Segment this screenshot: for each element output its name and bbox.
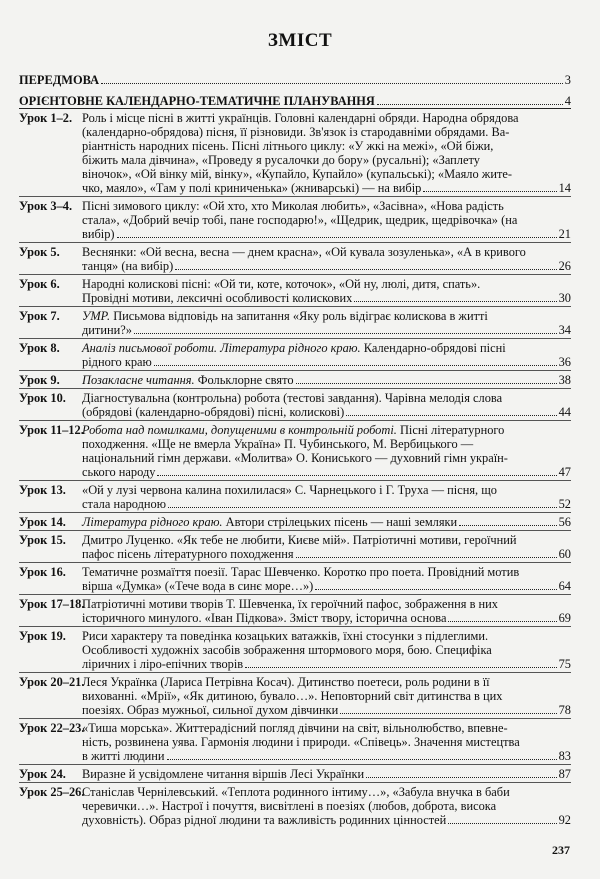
line-text: віночок», «Ой вінку мій, вінку», «Купайло, Купайло» (купальські); «Маяло жите-	[82, 167, 512, 181]
lesson-page: 38	[558, 373, 571, 387]
lesson-line-text	[82, 227, 115, 241]
lesson-label: Урок 9.	[19, 373, 60, 387]
line-text: вірша «Думка» («Тече вода в синє море…»)	[82, 579, 314, 593]
lesson-page: 60	[558, 547, 571, 561]
lesson-page: 83	[558, 749, 571, 763]
lesson-line	[82, 675, 571, 689]
lesson-line	[82, 611, 571, 625]
lesson-line	[82, 799, 571, 813]
line-text: черевички…». Настрої і почуття, висвітлені в поезіях (любов, доброта, висока	[82, 799, 497, 813]
lesson-line-text	[82, 749, 165, 763]
lesson-line-text	[82, 767, 364, 781]
lesson-description	[82, 785, 571, 827]
dot-leader	[366, 777, 556, 778]
line-text: «Ой у лузі червона калина похилилася» С. Чарнецького і Г. Труха — пісня, що	[82, 483, 497, 497]
dot-leader	[459, 525, 556, 526]
lesson-line	[82, 199, 571, 213]
line-text: рідного краю	[82, 355, 152, 369]
lesson-label: Урок 14.	[19, 515, 66, 529]
lesson-line	[82, 309, 571, 323]
toc-lesson-entry	[19, 274, 571, 306]
line-text: стала», «Добрий вечір тобі, пане господарю!», «Щедрик, щедрик, щедрівочка» (на	[82, 213, 518, 227]
page-title: ЗМІСТ	[267, 30, 333, 51]
lesson-description	[82, 533, 571, 561]
italic-prefix: Література рідного краю.	[82, 515, 223, 529]
lesson-line-text	[82, 703, 338, 717]
lesson-line	[82, 181, 571, 195]
lesson-line	[82, 597, 571, 611]
toc-lesson-entry	[19, 196, 571, 242]
lesson-page: 30	[558, 291, 571, 305]
page-number: 237	[552, 843, 570, 857]
toc-section-entry	[19, 87, 571, 108]
line-text: Письмова відповідь на запитання «Яку роль відіграє колискова в житті	[110, 309, 488, 323]
toc-lesson-entry	[19, 626, 571, 672]
toc-lesson-entry	[19, 306, 571, 338]
line-text: пафос пісень літературного походження	[82, 547, 294, 561]
line-text: Тематичне розмаїття поезії. Тарас Шевченко. Коротко про поета. Провідний мотив	[82, 565, 520, 579]
line-text: Особливості художніх засобів зображення штормового моря, бою. Специфіка	[82, 643, 492, 657]
line-text: Пісні літературного	[396, 423, 505, 437]
lesson-description	[82, 629, 571, 671]
italic-prefix: УМР.	[82, 309, 111, 323]
line-text: (обрядові (календарно-обрядові) пісні, колискові)	[82, 405, 345, 419]
line-text: Риси характеру та поведінка козацьких ватажків, їхні стосунки з підлеглими.	[82, 629, 489, 643]
dot-leader	[315, 589, 556, 590]
lesson-description	[82, 199, 571, 241]
section-page: 4	[564, 94, 571, 108]
line-text: «Тиша морська». Життерадісний погляд дівчини на світ, вільнолюбство, впевне-	[82, 721, 508, 735]
lesson-label: Урок 7.	[19, 309, 60, 323]
lesson-label: Урок 6.	[19, 277, 60, 291]
lesson-line	[82, 785, 571, 799]
line-text: ріантність народних пісень. Пісні літнього циклу: «У жкі на межі», «Ой біжи,	[82, 139, 494, 153]
dot-leader	[157, 475, 556, 476]
lesson-description	[82, 597, 571, 625]
lesson-label: Урок 19.	[19, 629, 66, 643]
lesson-page: 64	[558, 579, 571, 593]
lesson-page: 36	[558, 355, 571, 369]
lesson-line-text	[82, 813, 446, 827]
lesson-line	[82, 483, 571, 497]
lesson-line	[82, 689, 571, 703]
line-text: Діагностувальна (контрольна) робота (тестові завдання). Чарівна мелодія слова	[82, 391, 503, 405]
dot-leader	[101, 83, 563, 84]
toc-lesson-entry	[19, 718, 571, 764]
lesson-line	[82, 735, 571, 749]
lesson-description	[82, 341, 571, 369]
line-text: в житті людини	[82, 749, 165, 763]
lesson-line-text	[82, 355, 152, 369]
lesson-line	[82, 465, 571, 479]
lesson-label: Урок 15.	[19, 533, 66, 547]
line-text: Патріотичні мотиви творів Т. Шевченка, їх героїчний пафос, зображення в них	[82, 597, 499, 611]
toc-lesson-entry	[19, 242, 571, 274]
lesson-description	[82, 277, 571, 305]
line-text: біжить мала дівчина», «Проведу я русалочки до бору» (русальні); «Заплету	[82, 153, 480, 167]
lesson-page: 14	[558, 181, 571, 195]
line-text: Виразне й усвідомлене читання віршів Лесі Українки	[82, 767, 365, 781]
lesson-page: 75	[558, 657, 571, 671]
dot-leader	[168, 507, 557, 508]
lesson-line	[82, 373, 571, 387]
toc-lesson-entry	[19, 782, 571, 828]
lesson-label: Урок 5.	[19, 245, 60, 259]
lesson-description	[82, 721, 571, 763]
lesson-line	[82, 451, 571, 465]
dot-leader	[340, 713, 556, 714]
lesson-page: 47	[558, 465, 571, 479]
lesson-label: Урок 20–21.	[19, 675, 85, 689]
lesson-line	[82, 111, 571, 125]
lesson-description	[82, 309, 571, 337]
dot-leader	[167, 759, 557, 760]
lesson-line	[82, 355, 571, 369]
line-text: танця» (на вибір)	[82, 259, 174, 273]
lesson-label: Урок 11–12.	[19, 423, 84, 437]
dot-leader	[117, 237, 557, 238]
lesson-line	[82, 139, 571, 153]
lesson-line	[82, 213, 571, 227]
lesson-line-text	[82, 547, 294, 561]
italic-prefix: Робота над помилками, допущеними в контрольній роботі.	[82, 423, 397, 437]
lesson-page: 78	[558, 703, 571, 717]
lesson-line-text	[82, 323, 132, 337]
lesson-description	[82, 423, 571, 479]
toc-lesson-entry	[19, 764, 571, 782]
dot-leader	[448, 621, 556, 622]
lesson-line	[82, 245, 571, 259]
lesson-line	[82, 643, 571, 657]
lesson-description	[82, 675, 571, 717]
lesson-line	[82, 767, 571, 781]
line-text: Автори стрілецьких пісень — наші земляки	[222, 515, 458, 529]
lesson-line	[82, 657, 571, 671]
line-text: Леся Українка (Лариса Петрівна Косач). Дитинство поетеси, роль родини в її	[82, 675, 490, 689]
lesson-line	[82, 813, 571, 827]
lesson-line	[82, 547, 571, 561]
line-text: поезіях. Образ мужньої, сильної духом дівчинки	[82, 703, 339, 717]
lesson-line	[82, 391, 571, 405]
lesson-line	[82, 515, 571, 529]
lesson-label: Урок 24.	[19, 767, 66, 781]
lesson-line	[82, 629, 571, 643]
toc-lesson-entry	[19, 420, 571, 480]
line-text: духовність). Образ рідної людини та важливість родинних цінностей	[82, 813, 447, 827]
toc-lesson-entry	[19, 388, 571, 420]
lesson-line	[82, 153, 571, 167]
lesson-page: 21	[558, 227, 571, 241]
lesson-description	[82, 565, 571, 593]
lesson-line-text	[82, 373, 294, 387]
line-text: (календарно-обрядова) пісня, її різновиди. Зв'язок із стародавніми обрядами. Ва-	[82, 125, 510, 139]
section-page: 3	[564, 73, 571, 87]
lesson-description	[82, 515, 571, 529]
line-text: ського народу	[82, 465, 156, 479]
dot-leader	[245, 667, 556, 668]
line-text: Фольклорне свято	[194, 373, 294, 387]
line-text: вибір)	[82, 227, 115, 241]
lesson-label: Урок 1–2.	[19, 111, 73, 125]
line-text: Народні колискові пісні: «Ой ти, коте, коточок», «Ой ну, люлі, дитя, спать».	[82, 277, 481, 291]
dot-leader	[175, 269, 556, 270]
italic-prefix: Позакласне читання.	[82, 373, 195, 387]
italic-prefix: Аналіз письмової роботи. Література рідного краю.	[82, 341, 361, 355]
toc-lesson-entry	[19, 338, 571, 370]
lesson-line	[82, 533, 571, 547]
lesson-label: Урок 8.	[19, 341, 60, 355]
line-text: Роль і місце пісні в житті українців. Головні календарні обряди. Народна обрядова	[82, 111, 519, 125]
line-text: дитини?»	[82, 323, 132, 337]
dot-leader	[354, 301, 556, 302]
lesson-line	[82, 437, 571, 451]
dot-leader	[377, 104, 563, 105]
lesson-page: 34	[558, 323, 571, 337]
line-text: стала народною	[82, 497, 167, 511]
toc-lesson-entry	[19, 512, 571, 530]
line-text: Станіслав Чернілевський. «Теплота родинного інтиму…», «Забула внучка в баби	[82, 785, 510, 799]
lesson-page: 26	[558, 259, 571, 273]
dot-leader	[154, 365, 557, 366]
lesson-line	[82, 423, 571, 437]
lesson-description	[82, 767, 571, 781]
toc-lesson-entry	[19, 594, 571, 626]
lesson-description	[82, 373, 571, 387]
lesson-line	[82, 341, 571, 355]
line-text: Провідні мотиви, лексичні особливості колискових	[82, 291, 353, 305]
lesson-description	[82, 111, 571, 195]
line-text: Пісні зимового циклу: «Ой хто, хто Миколая любить», «Засівна», «Нова радість	[82, 199, 504, 213]
lesson-page: 56	[558, 515, 571, 529]
lesson-description	[82, 483, 571, 511]
toc-lesson-entry	[19, 562, 571, 594]
section-label: ОРІЄНТОВНЕ КАЛЕНДАРНО-ТЕМАТИЧНЕ ПЛАНУВАННЯ	[19, 94, 375, 108]
lesson-label: Урок 25–26.	[19, 785, 85, 799]
dot-leader	[296, 557, 557, 558]
lesson-line-text	[82, 579, 313, 593]
lesson-line	[82, 579, 571, 593]
lesson-description	[82, 391, 571, 419]
toc-lesson-entry	[19, 530, 571, 562]
table-of-contents	[19, 66, 571, 828]
lesson-line	[82, 227, 571, 241]
line-text: ність, розвинена уява. Гармонія людини і природи. «Співець». Значення мистецтва	[82, 735, 520, 749]
toc-lesson-entry	[19, 370, 571, 388]
lesson-description	[82, 245, 571, 273]
lesson-line-text	[82, 291, 352, 305]
lesson-line	[82, 323, 571, 337]
dot-leader	[134, 333, 557, 334]
line-text: Календарно-обрядові пісні	[360, 341, 506, 355]
dot-leader	[346, 415, 556, 416]
line-text: ліричних і ліро-епічних творів	[82, 657, 244, 671]
dot-leader	[296, 383, 557, 384]
lesson-line	[82, 721, 571, 735]
dot-leader	[423, 191, 556, 192]
lesson-label: Урок 17–18.	[19, 597, 85, 611]
lesson-line-text	[82, 405, 344, 419]
lesson-line	[82, 565, 571, 579]
line-text: національний гімн держави. «Молитва» О. Кониського — духовний гімн україн-	[82, 451, 508, 465]
lesson-line-text	[82, 657, 243, 671]
lesson-page: 69	[558, 611, 571, 625]
lesson-page: 52	[558, 497, 571, 511]
lesson-line	[82, 259, 571, 273]
toc-lesson-entry	[19, 108, 571, 196]
line-text: історичного минулого. «Іван Підкова». Зміст твору, історична основа	[82, 611, 447, 625]
toc-lesson-entry	[19, 672, 571, 718]
lesson-line-text	[82, 181, 421, 195]
line-text: чко, маяло», «Там у полі криниченька» (жниварські) — на вибір	[82, 181, 422, 195]
lesson-line	[82, 497, 571, 511]
lesson-page: 87	[558, 767, 571, 781]
lesson-line	[82, 125, 571, 139]
dot-leader	[448, 823, 556, 824]
lesson-label: Урок 10.	[19, 391, 66, 405]
line-text: Веснянки: «Ой весна, весна — днем красна», «Ой кувала зозуленька», «А в кривого	[82, 245, 526, 259]
lesson-line	[82, 749, 571, 763]
lesson-page: 44	[558, 405, 571, 419]
lesson-line-text	[82, 611, 446, 625]
lesson-label: Урок 3–4.	[19, 199, 73, 213]
line-text: вихованні. «Мрії», «Як дитиною, бувало…». Неповторний світ дитинства в цих	[82, 689, 503, 703]
line-text: походження. «Ще не вмерла Україна» П. Чубинського, М. Вербицького —	[82, 437, 474, 451]
toc-section-entry	[19, 66, 571, 87]
lesson-line	[82, 277, 571, 291]
lesson-label: Урок 22–23.	[19, 721, 85, 735]
lesson-label: Урок 16.	[19, 565, 66, 579]
lesson-line-text	[82, 497, 166, 511]
lesson-line	[82, 703, 571, 717]
lesson-line-text	[82, 465, 155, 479]
lesson-label: Урок 13.	[19, 483, 66, 497]
lesson-line	[82, 167, 571, 181]
section-label: ПЕРЕДМОВА	[19, 73, 100, 87]
lesson-page: 92	[558, 813, 571, 827]
line-text: Дмитро Луценко. «Як тебе не любити, Києве мій». Патріотичні мотиви, героїчний	[82, 533, 517, 547]
toc-lesson-entry	[19, 480, 571, 512]
lesson-line	[82, 291, 571, 305]
lesson-line-text	[82, 515, 457, 529]
lesson-line	[82, 405, 571, 419]
lesson-line-text	[82, 259, 173, 273]
